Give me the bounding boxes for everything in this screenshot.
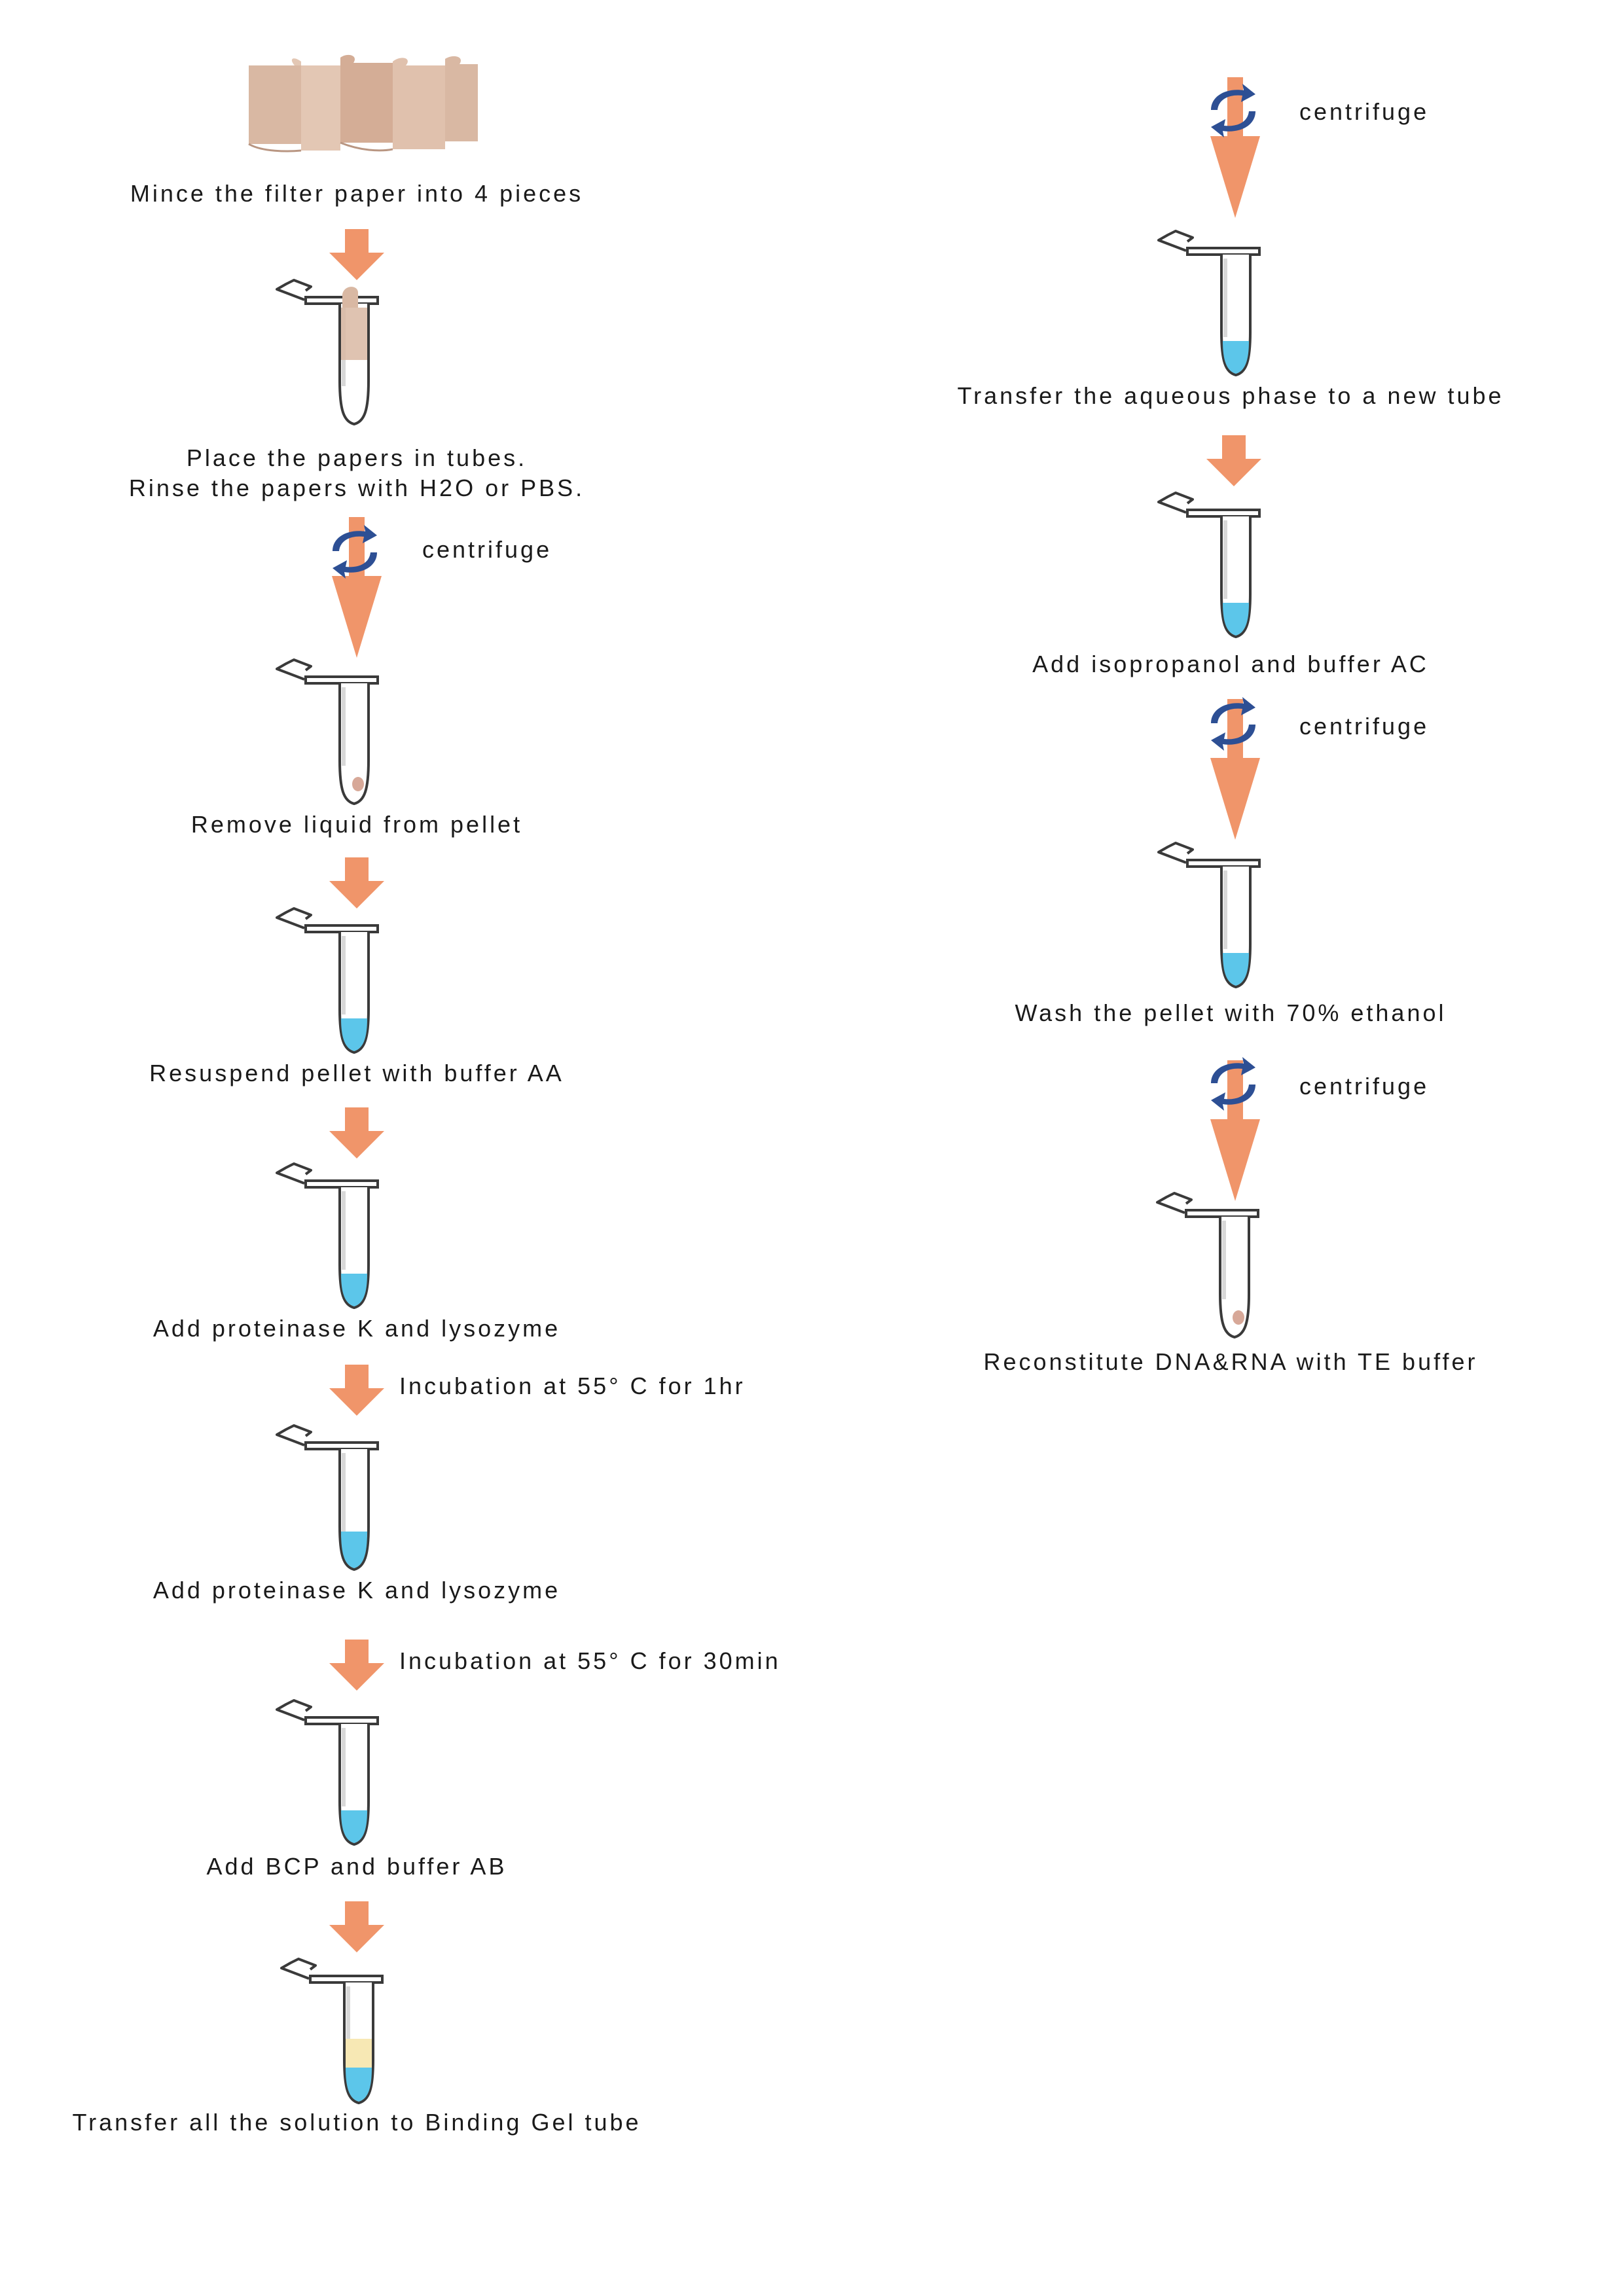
step-1-label: Mince the filter paper into 4 pieces xyxy=(130,180,584,207)
microcentrifuge-tube-icon xyxy=(1159,843,1259,987)
microcentrifuge-tube-icon xyxy=(277,1426,378,1570)
step-3-label: Remove liquid from pellet xyxy=(190,811,523,838)
microcentrifuge-tube-icon xyxy=(277,1164,378,1308)
orange-down-arrow-icon xyxy=(329,857,384,908)
microcentrifuge-tube-icon xyxy=(277,660,378,804)
incubation-1hr-label: Incubation at 55° C for 1hr xyxy=(399,1372,746,1399)
orange-down-arrow-icon xyxy=(329,1901,384,1952)
right-step-3-label: Wash the pellet with 70% ethanol xyxy=(1015,999,1447,1026)
microcentrifuge-tube-icon xyxy=(277,908,378,1052)
right-step-4-label: Reconstitute DNA&RNA with TE buffer xyxy=(983,1348,1478,1375)
microcentrifuge-tube-icon xyxy=(1157,1193,1258,1337)
centrifuge-label: centrifuge xyxy=(1299,713,1430,740)
orange-down-arrow-icon xyxy=(329,1640,384,1691)
orange-down-arrow-icon xyxy=(1206,435,1261,486)
right-step-1-label: Transfer the aqueous phase to a new tube xyxy=(957,382,1504,409)
microcentrifuge-tube-icon xyxy=(281,1959,382,2103)
microcentrifuge-tube-icon xyxy=(1159,231,1259,375)
step-6-label: Add proteinase K and lysozyme xyxy=(153,1577,561,1604)
microcentrifuge-tube-icon xyxy=(277,1700,378,1844)
step-2-label-line1: Place the papers in tubes. xyxy=(186,444,528,471)
step-4-label: Resuspend pellet with buffer AA xyxy=(149,1060,564,1086)
orange-down-arrow-icon xyxy=(329,229,384,280)
step-5-label: Add proteinase K and lysozyme xyxy=(153,1315,561,1342)
centrifuge-label: centrifuge xyxy=(1299,98,1430,125)
centrifuge-label: centrifuge xyxy=(1299,1073,1430,1100)
step-2-label-line2: Rinse the papers with H2O or PBS. xyxy=(128,475,585,501)
microcentrifuge-tube-icon xyxy=(277,280,378,424)
microcentrifuge-tube-icon xyxy=(1159,493,1259,637)
incubation-30min-label: Incubation at 55° C for 30min xyxy=(399,1647,781,1674)
orange-down-arrow-icon xyxy=(329,1365,384,1416)
rolled-filter-paper-icon xyxy=(249,55,478,151)
step-8-label: Transfer all the solution to Binding Gel tube xyxy=(72,2109,641,2136)
right-step-2-label: Add isopropanol and buffer AC xyxy=(1032,651,1429,677)
step-7-label: Add BCP and buffer AB xyxy=(206,1853,507,1880)
orange-down-arrow-icon xyxy=(329,1107,384,1158)
centrifuge-label: centrifuge xyxy=(422,536,552,563)
